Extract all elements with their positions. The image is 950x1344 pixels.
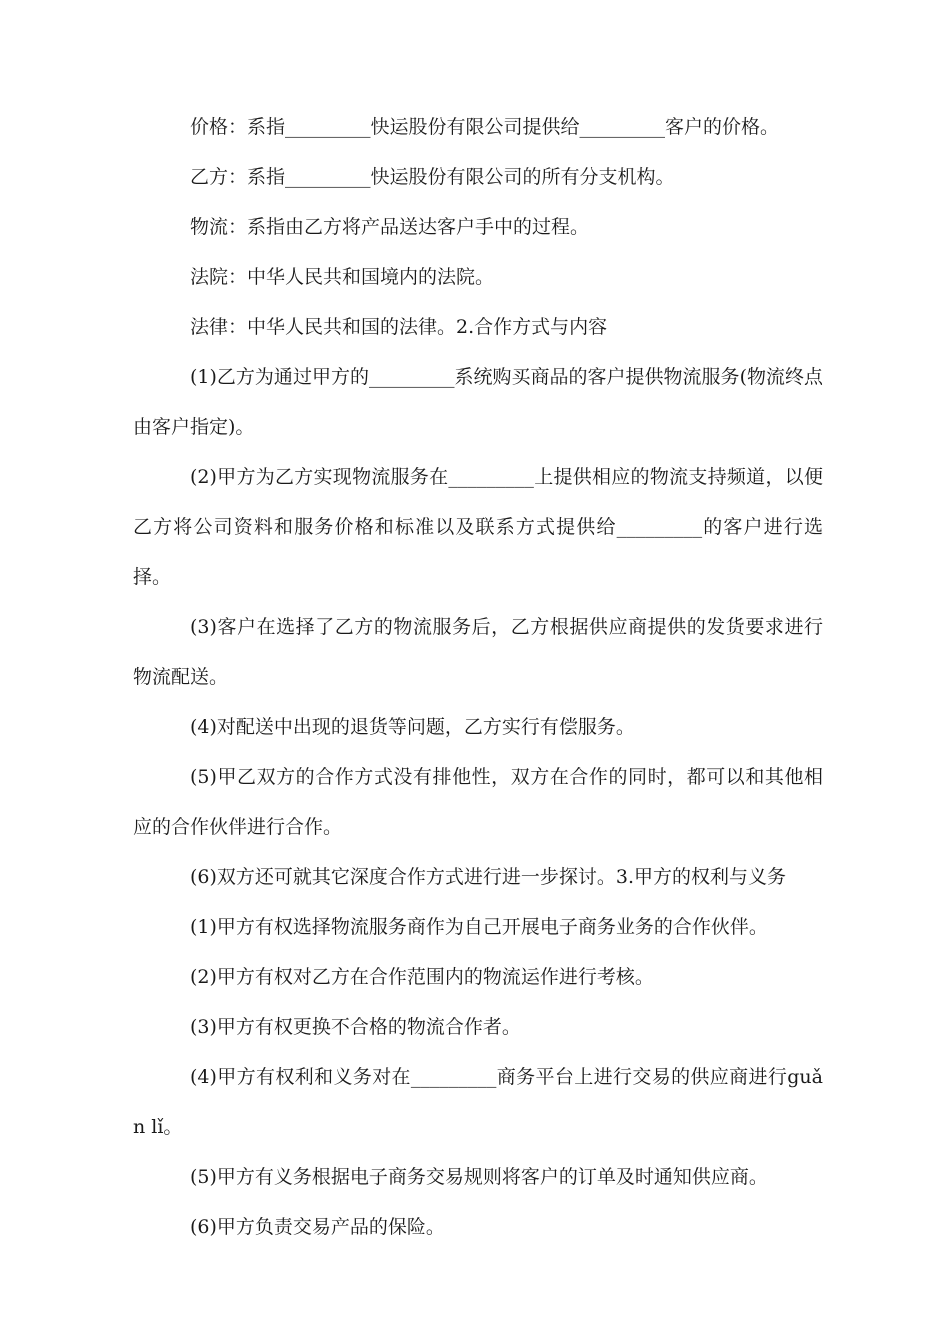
cooperation-item-4: (4)对配送中出现的退货等问题，乙方实行有偿服务。	[190, 716, 635, 738]
cooperation-item-5: (5)甲乙双方的合作方式没有排他性，双方在合作的同时，都可以和其他相应的合作伙伴进行合作。	[133, 766, 823, 838]
definition-logistics: 物流：系指由乙方将产品送达客户手中的过程。	[190, 216, 590, 238]
party-a-rights-item-3: (3)甲方有权更换不合格的物流合作者。	[190, 1016, 521, 1038]
party-a-rights-item-5: (5)甲方有义务根据电子商务交易规则将客户的订单及时通知供应商。	[190, 1166, 768, 1188]
definition-law: 法律：中华人民共和国的法律。2.合作方式与内容	[190, 316, 608, 338]
definition-party-b: 乙方：系指_________快运股份有限公司的所有分支机构。	[190, 166, 675, 188]
document-body	[133, 102, 823, 1252]
cooperation-item-3: (3)客户在选择了乙方的物流服务后，乙方根据供应商提供的发货要求进行物流配送。	[133, 616, 823, 688]
definition-price: 价格：系指_________快运股份有限公司提供给_________客户的价格。	[190, 116, 780, 138]
definition-court: 法院：中华人民共和国境内的法院。	[190, 266, 495, 288]
party-a-rights-item-6: (6)甲方负责交易产品的保险。	[190, 1216, 445, 1238]
party-a-rights-item-4: (4)甲方有权利和义务对在_________商务平台上进行交易的供应商进行guǎn lǐ。	[133, 1066, 823, 1138]
party-a-rights-item-2: (2)甲方有权对乙方在合作范围内的物流运作进行考核。	[190, 966, 654, 988]
cooperation-item-1: (1)乙方为通过甲方的_________系统购买商品的客户提供物流服务(物流终点由客户指定)。	[133, 366, 823, 438]
cooperation-item-6: (6)双方还可就其它深度合作方式进行进一步探讨。3.甲方的权利与义务	[190, 866, 787, 888]
cooperation-item-2: (2)甲方为乙方实现物流服务在_________上提供相应的物流支持频道，以便乙方将公司资料和服务价格和标准以及联系方式提供给_________的客户进行选择。	[133, 466, 823, 588]
party-a-rights-item-1: (1)甲方有权选择物流服务商作为自己开展电子商务业务的合作伙伴。	[190, 916, 768, 938]
